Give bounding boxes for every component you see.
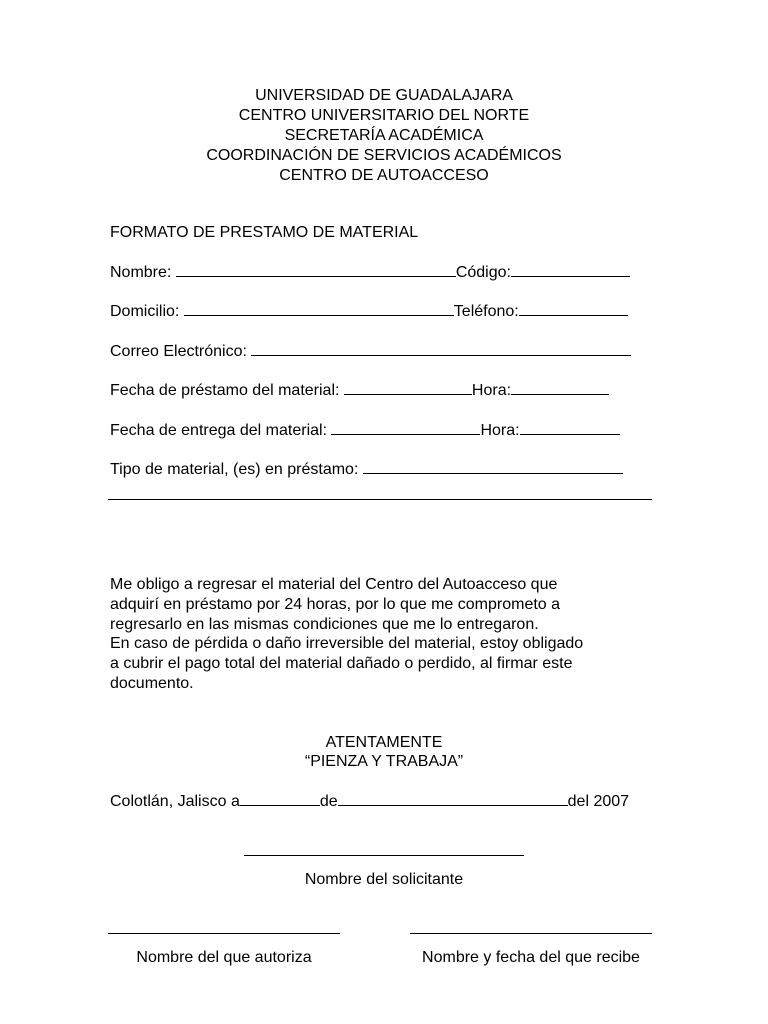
return-date-blank[interactable] — [331, 420, 480, 435]
return-date-row — [110, 420, 620, 441]
code-blank[interactable] — [511, 262, 630, 277]
month-connector: de — [319, 793, 338, 810]
material-type-row — [110, 459, 623, 480]
paragraph-line: regresarlo en las mismas condiciones que me lo entregaron. — [110, 615, 539, 633]
material-type-continuation-line[interactable] — [108, 499, 652, 500]
closing-motto: “PIENZA Y TRABAJA” — [304, 753, 464, 770]
phone-label: Teléfono: — [453, 303, 519, 320]
paragraph-line: documento. — [110, 674, 194, 692]
email-label: Correo Electrónico: — [110, 343, 247, 360]
place-label: Colotlán, Jalisco a — [110, 793, 240, 810]
address-blank[interactable] — [184, 301, 454, 316]
phone-blank[interactable] — [519, 301, 628, 316]
return-date-label: Fecha de entrega del material: — [110, 422, 328, 439]
receiver-signature-label: Nombre y fecha del que recibe — [422, 949, 640, 966]
applicant-signature-label: Nombre del solicitante — [304, 871, 464, 888]
header-self-access: CENTRO DE AUTOACCESO — [279, 167, 489, 184]
material-type-label: Tipo de material, (es) en préstamo: — [110, 461, 359, 478]
return-time-blank[interactable] — [520, 420, 620, 435]
email-blank[interactable] — [251, 341, 631, 356]
paragraph-line: Me obligo a regresar el material del Centro del Autoacceso que — [110, 576, 558, 593]
loan-date-blank[interactable] — [344, 380, 472, 395]
year-label: del 2007 — [567, 793, 630, 810]
name-label: Nombre: — [110, 264, 172, 281]
authorizer-signature-label: Nombre del que autoriza — [136, 949, 312, 966]
paragraph-line: adquirí en préstamo por 24 horas, por lo que me comprometo a — [110, 595, 561, 613]
authorizer-signature-line[interactable] — [108, 933, 340, 934]
header-university: UNIVERSIDAD DE GUADALAJARA — [255, 87, 513, 104]
address-phone-row — [110, 301, 628, 322]
loan-date-row — [110, 380, 609, 401]
paragraph-line: a cubrir el pago total del material dañado o perdido, al firmar este — [110, 655, 573, 673]
name-blank[interactable] — [176, 262, 456, 277]
form-title: FORMATO DE PRESTAMO DE MATERIAL — [110, 224, 419, 241]
paragraph-line: En caso de pérdida o daño irreversible del material, estoy obligado — [110, 635, 584, 653]
header-secretariat: SECRETARÍA ACADÉMICA — [284, 127, 484, 144]
return-time-label: Hora: — [480, 422, 520, 439]
code-label: Código: — [455, 264, 511, 281]
loan-time-blank[interactable] — [511, 380, 609, 395]
document-header — [0, 86, 768, 186]
address-label: Domicilio: — [110, 303, 180, 320]
email-row — [110, 341, 631, 362]
month-blank[interactable] — [338, 791, 568, 806]
header-center: CENTRO UNIVERSITARIO DEL NORTE — [238, 107, 530, 124]
header-coordination: COORDINACIÓN DE SERVICIOS ACADÉMICOS — [206, 147, 562, 164]
day-blank[interactable] — [240, 791, 320, 806]
commitment-paragraph — [110, 575, 670, 694]
closing-atentamente: ATENTAMENTE — [325, 734, 443, 751]
material-type-blank[interactable] — [363, 459, 623, 474]
name-code-row — [110, 262, 630, 283]
loan-time-label: Hora: — [471, 382, 512, 399]
loan-date-label: Fecha de préstamo del material: — [110, 382, 340, 399]
date-place-row — [110, 791, 629, 812]
closing-block — [0, 733, 768, 771]
receiver-signature-line[interactable] — [410, 933, 652, 934]
applicant-signature-line[interactable] — [244, 855, 524, 856]
